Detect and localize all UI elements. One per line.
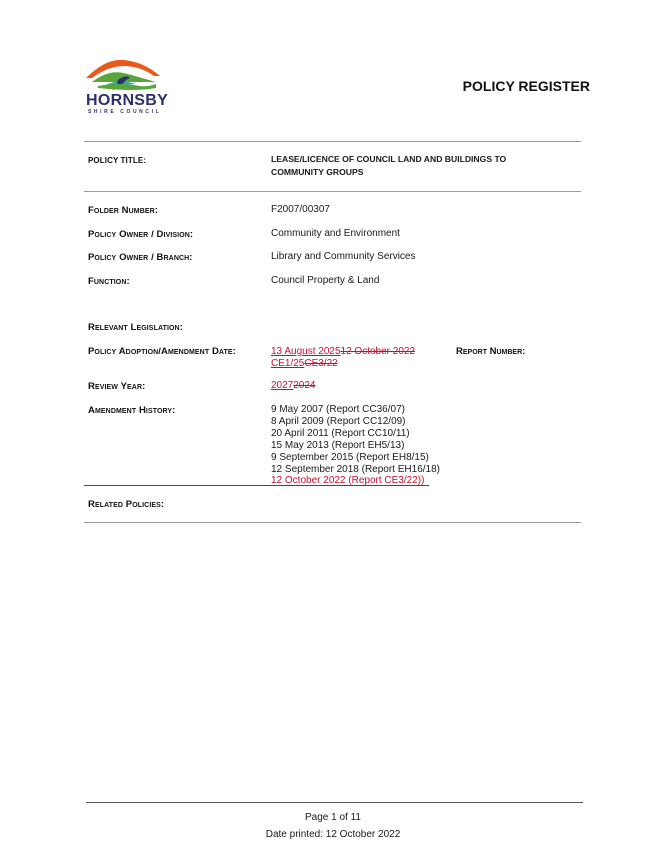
- adoption-date-inserted: 13 August 2025: [271, 346, 341, 357]
- adoption-date-label: Policy Adoption/Amendment Date:: [88, 346, 236, 357]
- amendment-history-label: Amendment History:: [88, 405, 176, 416]
- function-label: Function:: [88, 276, 130, 287]
- adoption-date-deleted: 12 October 2022: [340, 346, 416, 357]
- page-number: Page 1 of 11: [305, 812, 361, 823]
- divider-middle: [84, 191, 581, 192]
- review-year-value: [271, 380, 316, 392]
- report-code-inserted: CE1/25: [271, 358, 305, 369]
- folder-number-value: F2007/00307: [271, 204, 330, 215]
- policy-branch-label: Policy Owner / Branch:: [88, 252, 193, 263]
- report-number-label: Report Number:: [456, 346, 526, 357]
- document-title: POLICY REGISTER: [462, 78, 590, 94]
- history-entry: 15 May 2013 (Report EH5/13): [271, 439, 405, 451]
- history-entry: 20 April 2011 (Report CC10/11): [271, 427, 410, 439]
- adoption-date-value: [271, 346, 415, 370]
- policy-division-value: Community and Environment: [271, 228, 400, 239]
- logo-subtitle: SHIRE COUNCIL: [88, 109, 162, 115]
- logo-mountains-icon: [84, 56, 164, 92]
- policy-division-label: Policy Owner / Division:: [88, 229, 194, 240]
- hornsby-logo: [84, 56, 169, 118]
- review-year-label: Review Year:: [88, 381, 146, 392]
- policy-title-label: POLICY TITLE:: [88, 156, 147, 165]
- history-entry: 9 September 2015 (Report EH8/15): [271, 451, 429, 463]
- divider-bottom: [84, 522, 581, 523]
- history-entry-inserted: 12 October 2022 (Report CE3/22)): [271, 475, 425, 487]
- review-year-inserted: 2027: [271, 380, 294, 391]
- history-entry: 8 April 2009 (Report CC12/09): [271, 415, 406, 427]
- report-code-deleted: CE3/22: [304, 358, 338, 369]
- amendment-history-list: [271, 404, 440, 487]
- footer-divider: [86, 802, 583, 803]
- tracked-change-underline: [84, 485, 429, 486]
- history-entry: 12 September 2018 (Report EH16/18): [271, 463, 440, 475]
- related-policies-label: Related Policies:: [88, 499, 165, 510]
- policy-branch-value: Library and Community Services: [271, 251, 416, 262]
- policy-title-value: LEASE/LICENCE OF COUNCIL LAND AND BUILDINGS TO COMMUNITY GROUPS: [271, 154, 507, 177]
- relevant-legislation-label: Relevant Legislation:: [88, 322, 183, 333]
- function-value: Council Property & Land: [271, 275, 380, 286]
- divider-top: [84, 141, 581, 142]
- folder-number-label: Folder Number:: [88, 205, 159, 216]
- review-year-deleted: 2024: [293, 380, 316, 391]
- history-entry: 9 May 2007 (Report CC36/07): [271, 404, 405, 415]
- logo-wordmark: HORNSBY: [86, 92, 169, 109]
- date-printed: Date printed: 12 October 2022: [265, 829, 401, 840]
